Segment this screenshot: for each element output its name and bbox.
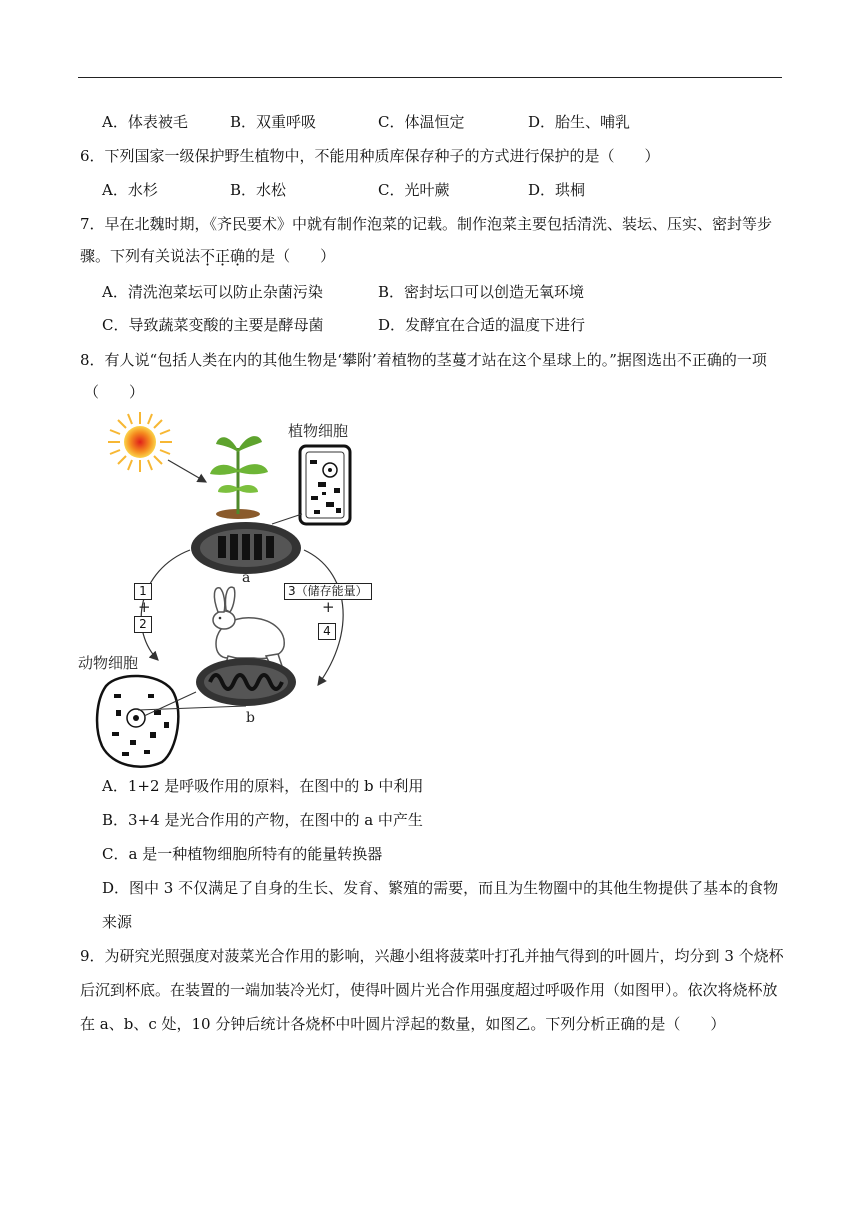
animal-cell-icon: [97, 676, 178, 767]
q9-stem-line1: 9．为研究光照强度对菠菜光合作用的影响，兴趣小组将菠菜叶打孔并抽气得到的叶圆片，均分到 3 个烧杯: [80, 947, 784, 965]
q9-stem-line3: 在 a、b、c 处，10 分钟后统计各烧杯中叶圆片浮起的数量，如图乙。下列分析正确的是（ ）: [80, 1015, 726, 1033]
q7-emphasis-char: 确: [230, 247, 246, 265]
q6-option-b[interactable]: B．水松: [230, 181, 287, 199]
q6-option-a[interactable]: A．水杉: [102, 181, 158, 199]
box-label-3: 3（储存能量）: [284, 583, 372, 600]
q8-option-d[interactable]: D．图中 3 不仅满足了自身的生长、发育、繁殖的需要，而且为生物圈中的其他生物提供了基本的食物: [102, 879, 779, 897]
chloroplast-icon: [191, 522, 301, 574]
q9-stem-line2: 后沉到杯底。在装置的一端加装冷光灯，使得叶圆片光合作用强度超过呼吸作用（如图甲）。依次将烧杯放: [80, 981, 778, 999]
q7-stem-line1: 7．早在北魏时期，《齐民要术》中就有制作泡菜的记载。制作泡菜主要包括清洗、装坛、压实、密封等步: [80, 215, 773, 233]
q8-option-b[interactable]: B．3+4 是光合作用的产物，在图中的 a 中产生: [102, 811, 423, 829]
q8-option-a[interactable]: A．1+2 是呼吸作用的原料，在图中的 b 中利用: [102, 777, 424, 795]
q7-emphasis-char: 不: [200, 247, 216, 265]
q8-option-d-continuation: 来源: [102, 913, 133, 931]
header-rule: [78, 77, 782, 78]
q7-emphasis-char: 正: [215, 247, 231, 265]
q6-option-d[interactable]: D．珙桐: [528, 181, 586, 199]
label-a: a: [242, 570, 251, 586]
q7-stem-line2: [80, 246, 335, 266]
plant-cell-label: 植物细胞: [288, 422, 349, 440]
seedling-icon: [210, 436, 268, 519]
sunlight-arrow: [168, 460, 206, 482]
q8-option-c[interactable]: C．a 是一种植物细胞所特有的能量转换器: [102, 845, 383, 863]
q6-stem: 6．下列国家一级保护野生植物中，不能用种质库保存种子的方式进行保护的是（ ）: [80, 147, 660, 165]
q7-stem-prefix: 骤。下列有关说法: [80, 247, 201, 265]
q7-option-b[interactable]: B．密封坛口可以创造无氧环境: [378, 283, 585, 301]
q7-option-a[interactable]: A．清洗泡菜坛可以防止杂菌污染: [102, 283, 323, 301]
q8-stem-line1: 8．有人说“包括人类在内的其他生物是‘攀附’着植物的茎蔓才站在这个星球上的。”据图选出不正确的一项: [80, 351, 767, 369]
q6-option-c[interactable]: C．光叶蕨: [378, 181, 450, 199]
q7-option-d[interactable]: D．发酵宜在合适的温度下进行: [378, 316, 586, 334]
cycle-arc-right: [304, 550, 343, 685]
mitochondrion-icon: [196, 658, 296, 706]
q5-option-c[interactable]: C．体温恒定: [378, 113, 465, 131]
animal-cell-label: 动物细胞: [78, 654, 139, 672]
q5-option-d[interactable]: D．胎生、哺乳: [528, 113, 631, 131]
plus-sign: +: [138, 598, 151, 616]
box-label-2: 2: [134, 616, 152, 633]
label-b: b: [246, 710, 255, 726]
q7-option-c[interactable]: C．导致蔬菜变酸的主要是酵母菌: [102, 316, 324, 334]
pointer-line: [272, 514, 302, 524]
box-label-4: 4: [318, 623, 336, 640]
q5-option-b[interactable]: B．双重呼吸: [230, 113, 317, 131]
box-label-1: 1: [134, 583, 152, 600]
plus-sign: +: [322, 598, 335, 616]
q7-stem-suffix: 的是（ ）: [245, 247, 336, 265]
sun-icon: [108, 412, 172, 472]
q5-option-a[interactable]: A．体表被毛: [102, 113, 188, 131]
q8-stem-line2: （ ）: [84, 383, 145, 401]
plant-cell-icon: [300, 446, 350, 524]
q8-figure: [78, 410, 378, 770]
